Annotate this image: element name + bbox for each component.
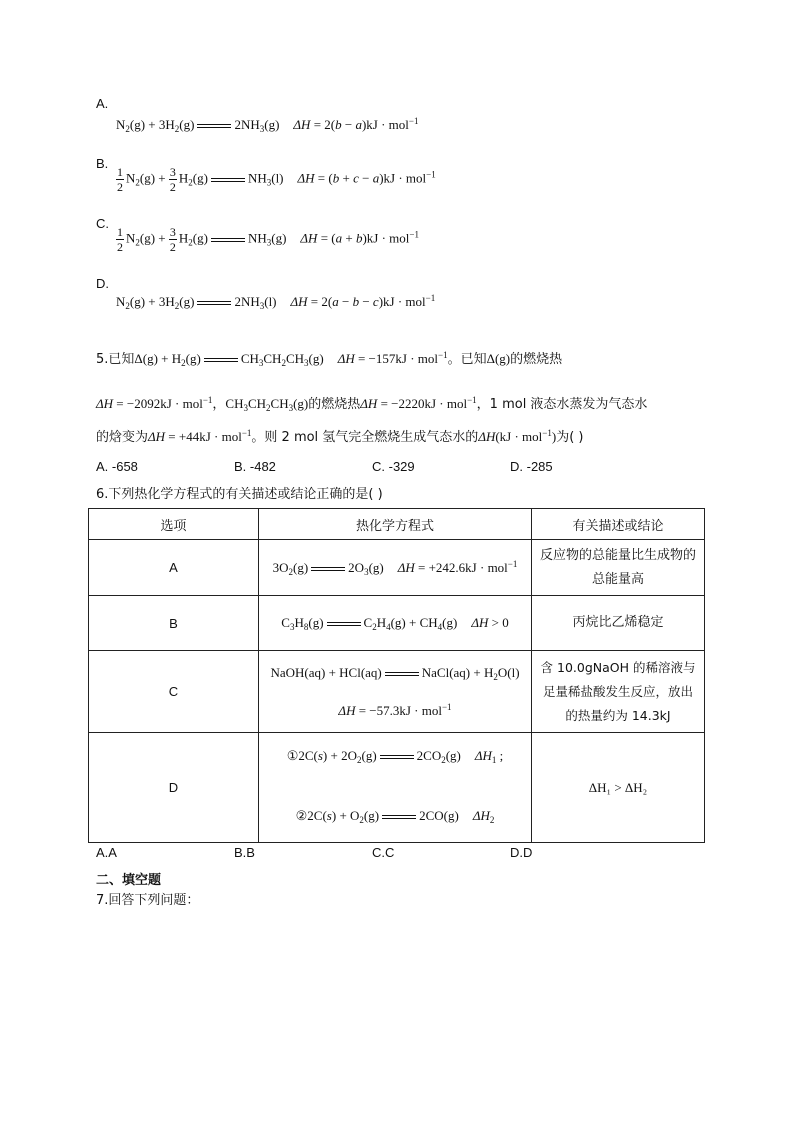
question-5-line-1: 5.已知$\Delta(g) + H_2(g)$ $CH_3CH_2CH_3(g) \Delta H = -157kJ \cdot mol^{-1}$。已知Δ(g)的燃烧热	[96, 350, 563, 368]
row-option-c: C	[89, 651, 259, 733]
row-desc-c: 含 10.0gNaOH 的稀溶液与足量稀盐酸发生反应，放出的热量约为 14.3kJ	[532, 651, 705, 733]
row-desc-b: 丙烷比乙烯稳定	[532, 596, 705, 651]
row-equation-b: $C_3H_8(g) C_2H_4(g) + CH_4(g) \Delta H > 0$	[259, 596, 532, 651]
option-label-d: D.	[96, 276, 109, 291]
row-desc-a: 反应物的总能量比生成物的总能量高	[532, 540, 705, 596]
section-heading: 二、填空题	[96, 873, 162, 888]
row-desc-d: ΔH₁ > ΔH₂	[532, 733, 705, 843]
row-option-b: B	[89, 596, 259, 651]
table-row	[89, 596, 705, 651]
question-5-line-3: 的焓变为ΔH = +44kJ · mol$^{-1}$。则 2 mol 氢气完全燃烧生成气态水的ΔH(kJ · mol$^{-1}$)为( )	[96, 428, 584, 445]
header-description: 有关描述或结论	[532, 509, 705, 540]
option-label-a: A.	[96, 96, 109, 111]
answer-table	[88, 508, 705, 843]
q5-choice-b: B. -482	[234, 459, 276, 474]
option-label-b: B.	[96, 156, 109, 171]
q6-choice-c: C.C	[372, 845, 395, 860]
q6-choice-b: B.B	[234, 845, 255, 860]
option-equation-d: $N_2(g) + 3H_2(g)$ $2NH_3(l) \Delta H = 2(a - b - c)kJ \cdot mol^{-1}$	[116, 293, 436, 311]
option-equation-c: $\frac{1}{2}$ $N_2(g)$ + $\frac{3}{2}$ $H_2(g)$ $NH_3(g) \Delta H = (a + b)kJ \cdot mol^{-1}$	[117, 225, 419, 254]
row-option-d: D	[89, 733, 259, 843]
question-7-stem: 7.回答下列问题：	[96, 893, 200, 908]
q5-choice-c: C. -329	[372, 459, 415, 474]
question-6-stem: 6.下列热化学方程式的有关描述或结论正确的是( )	[96, 487, 383, 502]
option-label-c: C.	[96, 216, 109, 231]
row-equation-d: ①2C(s) + $2O_2(g)$ $2CO_2(g)$ $\Delta H_1$ ; ②2C(s) + $O_2(g)$ 2CO(g) $\Delta H_2$	[259, 733, 532, 843]
option-equation-a: $N_2(g) + 3H_2(g)$ $2NH_3(g) \Delta H = 2(b - a)kJ \cdot mol^{-1}$	[116, 116, 419, 134]
q6-choice-d: D.D	[510, 845, 533, 860]
q5-choice-d: D. -285	[510, 459, 553, 474]
row-equation-c: NaOH(aq) + HCl(aq) NaCl(aq) + $H_2O(l)$ ΔH = −57.3kJ · mol$^{-1}$	[259, 651, 532, 733]
table-row	[89, 733, 705, 843]
table-header-row	[89, 509, 705, 540]
table-row	[89, 540, 705, 596]
option-equation-b: $\frac{1}{2}$ $N_2(g)$ + $\frac{3}{2}$ $H_2(g)$ $NH_3(l) \Delta H = (b + c - a)kJ \cdot mol^{-1}$	[117, 165, 436, 194]
header-option: 选项	[89, 509, 259, 540]
header-equation: 热化学方程式	[259, 509, 532, 540]
row-equation-a: $3O_2(g)$ $2O_3(g) \Delta H = +242.6kJ \cdot mol^{-1}$	[259, 540, 532, 596]
table-row	[89, 651, 705, 733]
row-option-a: A	[89, 540, 259, 596]
q6-choice-a: A.A	[96, 845, 117, 860]
q5-choice-a: A. -658	[96, 459, 138, 474]
question-5-line-2: ΔH = −2092kJ · mol$^{-1}$，$CH_3CH_2CH_3(g)$的燃烧热ΔH = −2220kJ · mol$^{-1}$，1 mol 液态水蒸发为气态水	[96, 395, 648, 413]
